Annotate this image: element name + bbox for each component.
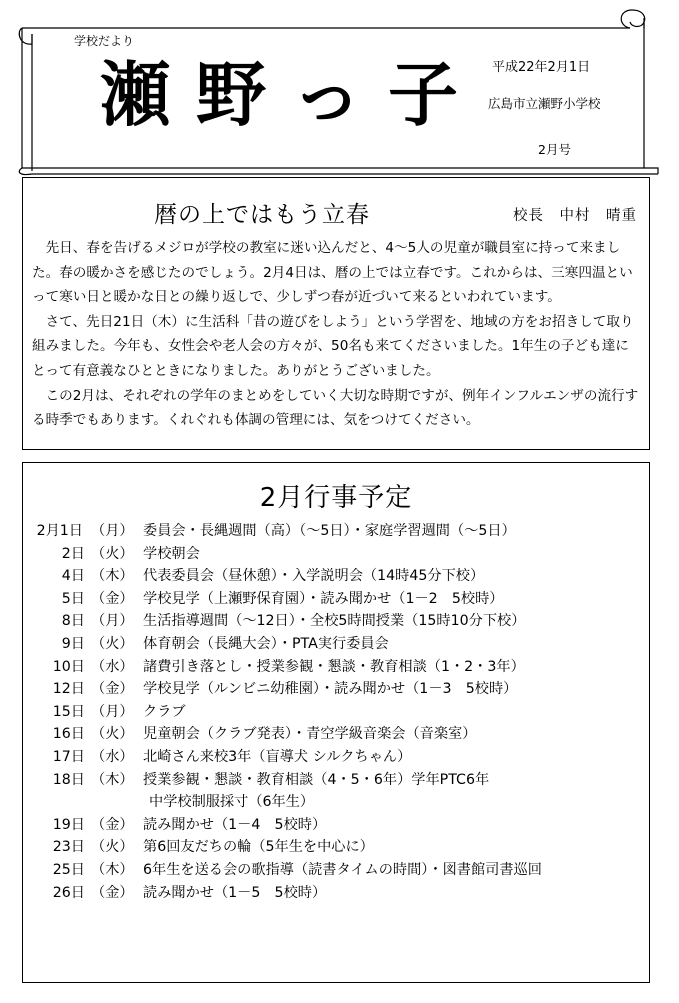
event-weekday: （月） <box>91 613 134 630</box>
issue-number: 2月号 <box>538 142 571 157</box>
event-date: 9日 <box>61 636 85 652</box>
schedule-title: 2月行事予定 <box>259 483 413 513</box>
event-date: 10日 <box>52 658 85 675</box>
article-body <box>32 236 642 433</box>
event-text: 第6回友だちの輪（5年生を中心に） <box>143 839 374 856</box>
principal-message-box <box>22 177 650 450</box>
event-weekday: （火） <box>91 636 134 652</box>
event-text: 生活指導週間（～12日）・全校5時間授業（15時10分下校） <box>143 613 526 630</box>
event-date: 19日 <box>52 816 85 833</box>
event-row <box>23 882 649 904</box>
event-text: 代表委員会（昼休憩）・入学説明会（14時45分下校） <box>143 568 485 585</box>
event-weekday: （火） <box>91 545 134 562</box>
article-title: 暦の上ではもう立春 <box>154 202 370 228</box>
event-text: 諸費引き落とし・授業参観・懇談・教育相談（1・2・3年） <box>143 658 525 675</box>
event-text: 中学校制服採寸（6年生） <box>149 794 315 811</box>
newsletter-header <box>18 8 664 176</box>
event-row <box>23 859 649 881</box>
event-date: 8日 <box>61 613 85 630</box>
event-text: 体育朝会（長縄大会）・PTA実行委員会 <box>143 636 389 652</box>
event-weekday: （金） <box>91 681 134 698</box>
event-text: 学校朝会 <box>143 545 200 562</box>
event-weekday: （金） <box>91 884 134 901</box>
event-text: 授業参観・懇談・教育相談（4・5・6年）学年PTC6年 <box>143 771 490 788</box>
event-date: 4日 <box>61 568 85 585</box>
event-row <box>23 678 649 700</box>
event-row <box>23 814 649 836</box>
school-name: 広島市立瀬野小学校 <box>488 96 601 111</box>
issue-date: 平成22年2月1日 <box>492 60 591 75</box>
masthead-title: 瀬野っ子 <box>100 54 484 136</box>
event-text: 読み聞かせ（1－4 5校時） <box>143 816 327 833</box>
event-weekday: （月） <box>91 523 134 539</box>
article-author: 校長 中村 晴重 <box>513 208 637 224</box>
event-text: 北崎さん来校3年（盲導犬 シルクちゃん） <box>143 749 412 765</box>
event-text: 学校見学（ルンビニ幼稚園）・読み聞かせ（1－3 5校時） <box>143 681 518 698</box>
event-weekday: （金） <box>91 590 134 607</box>
event-text: 6年生を送る会の歌指導（読書タイムの時間）・図書館司書巡回 <box>143 862 542 878</box>
article-paragraph: この2月は、それぞれの学年のまとめをしていく大切な時期ですが、例年インフルエンザの流行する時季でもあります。くれぐれも体調の管理には、気をつけてください。 <box>32 387 639 429</box>
event-row <box>23 520 649 542</box>
event-row <box>23 610 649 632</box>
event-weekday: （木） <box>91 862 134 878</box>
event-weekday: （月） <box>91 703 134 720</box>
event-row <box>23 588 649 610</box>
event-date: 25日 <box>52 862 85 878</box>
event-weekday: （金） <box>91 816 134 833</box>
article-paragraph: さて、先日21日（木）に生活科「昔の遊びをしよう」という学習を、地域の方をお招きして取り組みました。今年も、女性会や老人会の方々が、50名も来てくださいました。1年生の子ども達にとって有意義なひとときになりました。ありがとうございました。 <box>32 313 634 379</box>
event-text: 読み聞かせ（1－5 5校時） <box>143 884 327 901</box>
event-weekday: （木） <box>91 568 134 585</box>
event-date: 26日 <box>52 884 85 901</box>
event-date: 18日 <box>52 771 85 788</box>
event-row <box>23 565 649 587</box>
event-text: 委員会・長縄週間（高）（～5日）・家庭学習週間（～5日） <box>143 523 516 539</box>
event-row <box>23 836 649 858</box>
event-row <box>23 633 649 655</box>
event-date: 15日 <box>52 703 85 720</box>
event-date: 23日 <box>52 839 85 856</box>
event-row <box>23 701 649 723</box>
event-row <box>23 656 649 678</box>
event-weekday: （水） <box>91 749 134 765</box>
newsletter-label: 学校だより <box>74 34 135 48</box>
event-date: 17日 <box>52 749 85 765</box>
event-weekday: （火） <box>91 839 134 856</box>
event-date: 16日 <box>52 726 85 743</box>
event-date: 2日 <box>61 545 85 562</box>
event-text: クラブ <box>143 703 186 720</box>
article-paragraph: 先日、春を告げるメジロが学校の教室に迷い込んだと、4～5人の児童が職員室に持って来ました。春の暖かさを感じたのでしょう。2月4日は、暦の上では立春です。これからは、三寒四温といって寒い日と暖かな日との繰り返しで、少しずつ春が近づいて来るといわれています。 <box>32 240 633 306</box>
event-row <box>23 543 649 565</box>
event-text: 学校見学（上瀬野保育園）・読み聞かせ（1－2 5校時） <box>143 590 504 607</box>
schedule-box <box>22 462 650 983</box>
event-date: 2月1日 <box>36 523 83 539</box>
event-weekday: （木） <box>91 771 134 788</box>
event-weekday: （火） <box>91 726 134 743</box>
event-weekday: （水） <box>91 658 134 675</box>
event-row <box>23 769 649 791</box>
event-row <box>23 791 649 813</box>
event-row <box>23 746 649 768</box>
event-date: 5日 <box>61 590 85 607</box>
event-text: 児童朝会（クラブ発表）・青空学級音楽会（音楽室） <box>143 726 477 743</box>
event-date: 12日 <box>52 681 85 698</box>
event-row <box>23 723 649 745</box>
